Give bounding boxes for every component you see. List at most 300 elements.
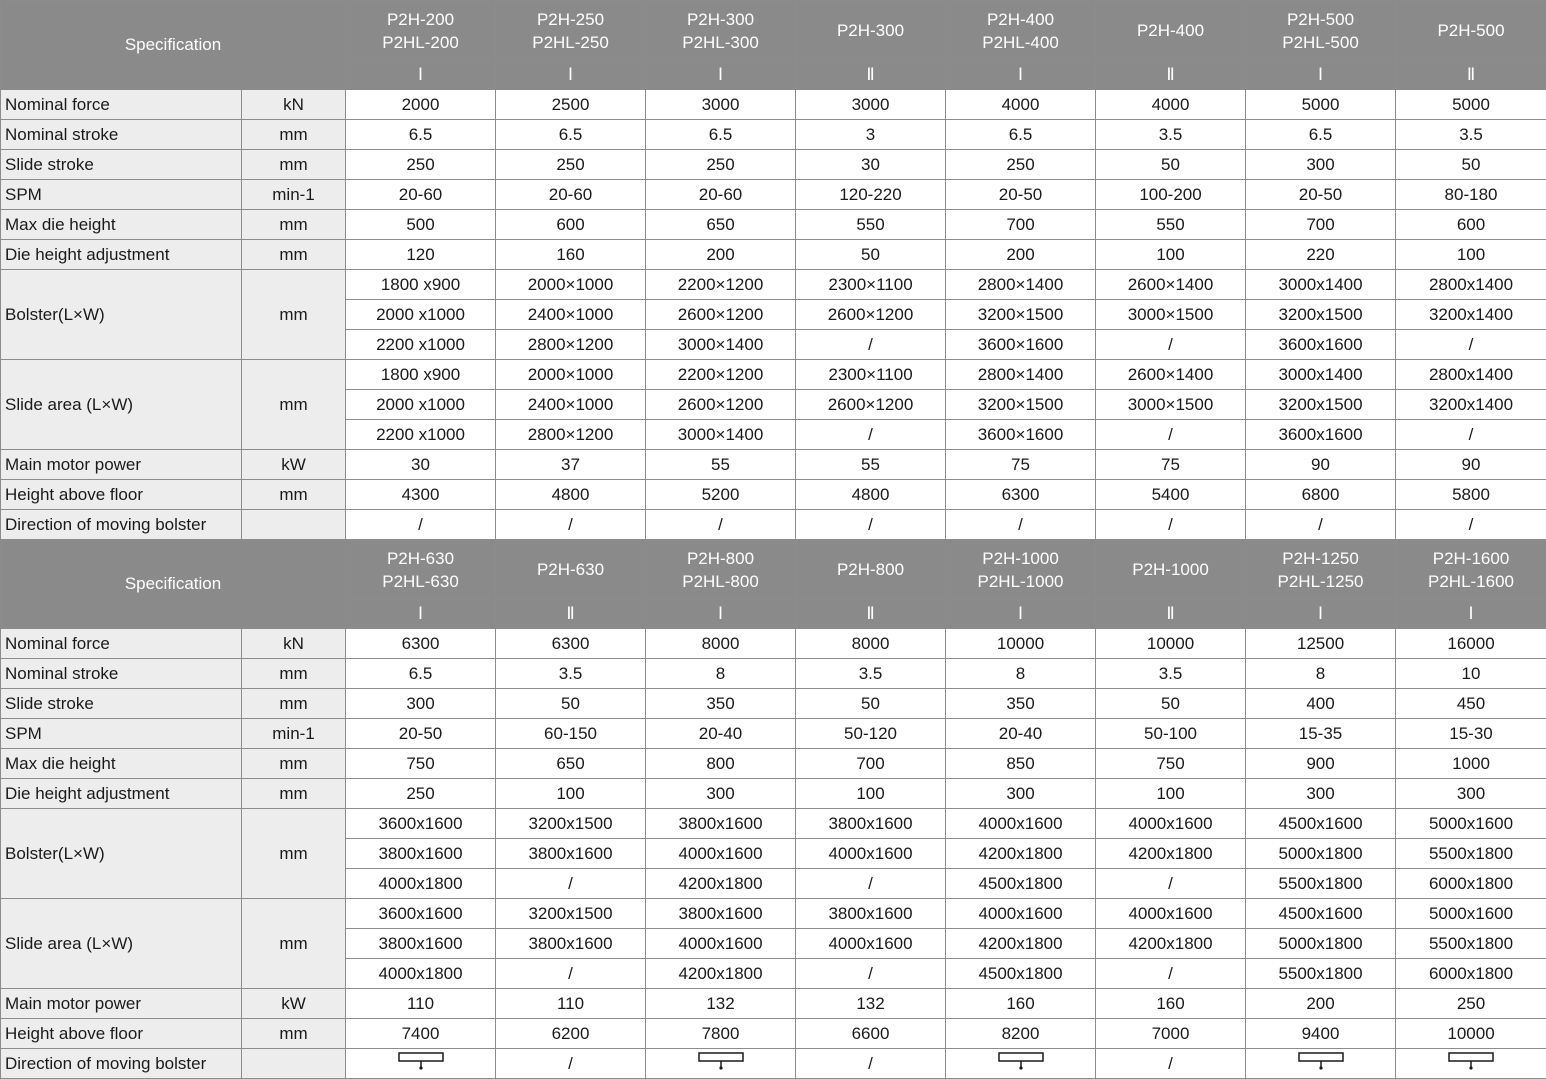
spec-value: 160	[496, 240, 646, 270]
spec-value: /	[796, 959, 946, 989]
spec-value: 2200 x1000	[346, 420, 496, 450]
spec-value: 90	[1246, 450, 1396, 480]
spec-value: /	[646, 510, 796, 540]
spec-value: 600	[1396, 210, 1546, 240]
spec-unit	[242, 1049, 346, 1079]
spec-value: 3.5	[1396, 120, 1546, 150]
spec-value: 60-150	[496, 719, 646, 749]
spec-value: 4800	[496, 480, 646, 510]
spec-value: 2600×1200	[796, 390, 946, 420]
spec-value: 2800×1200	[496, 420, 646, 450]
spec-value: 4000x1600	[1096, 809, 1246, 839]
spec-value: 600	[496, 210, 646, 240]
spec-value: 4000	[1096, 90, 1246, 120]
spec-value: 4200x1800	[646, 959, 796, 989]
bolster-direction-icon	[998, 1052, 1044, 1075]
model-name-line: P2HL-630	[382, 571, 459, 591]
spec-value: 220	[1246, 240, 1396, 270]
spec-value: 4000x1600	[1096, 899, 1246, 929]
spec-value: 5800	[1396, 480, 1546, 510]
spec-value: 1000	[1396, 749, 1546, 779]
spec-value: 20-60	[346, 180, 496, 210]
spec-value: 100	[1096, 779, 1246, 809]
spec-value: /	[1246, 510, 1396, 540]
spec-row	[1, 180, 1546, 210]
model-name-cell	[796, 540, 946, 600]
spec-value: 6.5	[1246, 120, 1396, 150]
bolster-direction-icon	[1448, 1052, 1494, 1075]
spec-value: 3600x1600	[346, 899, 496, 929]
model-type-cell: Ⅱ	[1096, 61, 1246, 90]
spec-unit: kN	[242, 90, 346, 120]
spec-row	[1, 809, 1546, 839]
spec-value: 5000	[1246, 90, 1396, 120]
model-name-line: P2HL-1000	[977, 571, 1064, 591]
spec-value: 8	[946, 659, 1096, 689]
spec-value: 200	[946, 240, 1096, 270]
spec-value: 100	[796, 779, 946, 809]
spec-value: 75	[946, 450, 1096, 480]
spec-value: 3.5	[796, 659, 946, 689]
spec-value: 3600x1600	[1246, 420, 1396, 450]
spec-row	[1, 989, 1546, 1019]
model-name-cell	[346, 540, 496, 600]
spec-value: 2000×1000	[496, 270, 646, 300]
spec-value: /	[1396, 330, 1546, 360]
model-name-cell	[1246, 540, 1396, 600]
model-type-cell: Ⅰ	[1396, 600, 1546, 629]
spec-value: 6.5	[646, 120, 796, 150]
spec-value: 900	[1246, 749, 1396, 779]
model-name-line: P2H-1000	[1132, 560, 1209, 579]
model-name-cell	[1396, 540, 1546, 600]
spec-value: 5400	[1096, 480, 1246, 510]
spec-value: 6300	[946, 480, 1096, 510]
spec-value: 50	[796, 240, 946, 270]
model-name-cell	[1396, 1, 1546, 61]
spec-value: 2600×1200	[646, 300, 796, 330]
spec-value: 550	[796, 210, 946, 240]
spec-value: 250	[496, 150, 646, 180]
spec-row	[1, 1019, 1546, 1049]
spec-label: Bolster(L×W)	[1, 809, 242, 899]
spec-value: /	[796, 869, 946, 899]
spec-value: 3200x1400	[1396, 390, 1546, 420]
spec-value: /	[1096, 330, 1246, 360]
spec-unit: kW	[242, 989, 346, 1019]
spec-value: 2800×1200	[496, 330, 646, 360]
spec-row	[1, 779, 1546, 809]
spec-row	[1, 90, 1546, 120]
header-row-models	[1, 540, 1546, 600]
spec-value: 4300	[346, 480, 496, 510]
model-name-line: P2H-630	[536, 560, 605, 579]
spec-label: Main motor power	[1, 989, 242, 1019]
spec-label: Main motor power	[1, 450, 242, 480]
spec-row	[1, 689, 1546, 719]
model-type-cell: Ⅰ	[646, 600, 796, 629]
spec-value: 15-35	[1246, 719, 1396, 749]
spec-value: 3800x1600	[346, 929, 496, 959]
spec-value: 6600	[796, 1019, 946, 1049]
spec-value: 200	[1246, 989, 1396, 1019]
spec-value: 20-50	[346, 719, 496, 749]
spec-unit: mm	[242, 749, 346, 779]
spec-unit: mm	[242, 1019, 346, 1049]
spec-value: 30	[346, 450, 496, 480]
spec-value: 6.5	[946, 120, 1096, 150]
spec-value: 3600×1600	[946, 330, 1096, 360]
model-type-cell: Ⅱ	[496, 600, 646, 629]
spec-label: Die height adjustment	[1, 240, 242, 270]
spec-value: 2000×1000	[496, 360, 646, 390]
spec-label: Die height adjustment	[1, 779, 242, 809]
spec-value: /	[946, 510, 1096, 540]
spec-value: 2800×1400	[946, 270, 1096, 300]
model-name-line: P2H-800	[836, 560, 905, 579]
spec-value: 750	[346, 749, 496, 779]
spec-value: 4000x1600	[946, 809, 1096, 839]
spec-value	[1396, 1049, 1546, 1079]
spec-value: 3600x1600	[1246, 330, 1396, 360]
spec-unit: mm	[242, 899, 346, 989]
spec-row	[1, 480, 1546, 510]
spec-value: 2200 x1000	[346, 330, 496, 360]
spec-label: Bolster(L×W)	[1, 270, 242, 360]
spec-value: 10000	[1096, 629, 1246, 659]
model-name-line: P2HL-500	[1282, 32, 1359, 52]
spec-value: 250	[1396, 989, 1546, 1019]
spec-unit: mm	[242, 809, 346, 899]
spec-unit: mm	[242, 270, 346, 360]
spec-value: 90	[1396, 450, 1546, 480]
spec-row	[1, 240, 1546, 270]
spec-label: Max die height	[1, 749, 242, 779]
spec-value: 6200	[496, 1019, 646, 1049]
spec-value: 200	[646, 240, 796, 270]
spec-label: Slide area (L×W)	[1, 360, 242, 450]
spec-value: 2800x1400	[1396, 360, 1546, 390]
spec-value: 110	[496, 989, 646, 1019]
spec-value: /	[796, 1049, 946, 1079]
spec-value: 20-60	[496, 180, 646, 210]
spec-value: 300	[946, 779, 1096, 809]
spec-value: 3800x1600	[496, 929, 646, 959]
spec-value: 5200	[646, 480, 796, 510]
spec-value: 3200×1500	[946, 300, 1096, 330]
spec-value: 6000x1800	[1396, 959, 1546, 989]
spec-value: 10000	[946, 629, 1096, 659]
model-type-cell: Ⅰ	[496, 61, 646, 90]
spec-value: 5000	[1396, 90, 1546, 120]
spec-value: 6.5	[496, 120, 646, 150]
spec-value: 50-100	[1096, 719, 1246, 749]
spec-value: 250	[346, 779, 496, 809]
spec-value: 50	[1396, 150, 1546, 180]
spec-value: 5500x1800	[1396, 839, 1546, 869]
spec-value: 3200x1500	[1246, 390, 1396, 420]
model-name-line: P2HL-300	[682, 32, 759, 52]
spec-label: Max die height	[1, 210, 242, 240]
spec-value: 3800x1600	[496, 839, 646, 869]
spec-label: Direction of moving bolster	[1, 1049, 242, 1079]
spec-value: 15-30	[1396, 719, 1546, 749]
spec-label: Nominal force	[1, 629, 242, 659]
spec-value: 3000x1400	[1246, 360, 1396, 390]
spec-value: 30	[796, 150, 946, 180]
model-type-cell: Ⅰ	[346, 600, 496, 629]
spec-label: SPM	[1, 180, 242, 210]
spec-value: 110	[346, 989, 496, 1019]
spec-value: 160	[1096, 989, 1246, 1019]
bolster-direction-icon	[398, 1052, 444, 1075]
spec-value: 250	[946, 150, 1096, 180]
spec-value: /	[1396, 420, 1546, 450]
model-name-cell	[646, 540, 796, 600]
header-row-models	[1, 1, 1546, 61]
spec-value: 3.5	[1096, 120, 1246, 150]
spec-label: Direction of moving bolster	[1, 510, 242, 540]
spec-value: 500	[346, 210, 496, 240]
spec-unit: mm	[242, 689, 346, 719]
spec-value: 100	[496, 779, 646, 809]
spec-value: 7800	[646, 1019, 796, 1049]
spec-value: 12500	[1246, 629, 1396, 659]
spec-value: 75	[1096, 450, 1246, 480]
spec-value: 3200x1400	[1396, 300, 1546, 330]
spec-value: 250	[346, 150, 496, 180]
spec-value: 5500x1800	[1396, 929, 1546, 959]
spec-value: 5000x1600	[1396, 899, 1546, 929]
model-name-line: P2H-500	[1286, 9, 1355, 29]
spec-value: /	[1096, 959, 1246, 989]
spec-value: 1800 x900	[346, 270, 496, 300]
spec-value: 100	[1096, 240, 1246, 270]
spec-value: /	[1096, 420, 1246, 450]
spec-value: 3200x1500	[496, 899, 646, 929]
spec-value: 132	[646, 989, 796, 1019]
spec-value: 650	[496, 749, 646, 779]
spec-value: 3.5	[1096, 659, 1246, 689]
spec-value: 55	[796, 450, 946, 480]
model-name-cell	[1096, 1, 1246, 61]
model-name-cell	[646, 1, 796, 61]
spec-value: 2600×1400	[1096, 360, 1246, 390]
spec-row	[1, 360, 1546, 390]
spec-value: /	[346, 510, 496, 540]
spec-value: 3800x1600	[646, 809, 796, 839]
spec-label: Nominal force	[1, 90, 242, 120]
model-name-line: P2HL-200	[382, 32, 459, 52]
spec-value: /	[1096, 869, 1246, 899]
model-type-cell: Ⅱ	[796, 600, 946, 629]
spec-value: 3200x1500	[1246, 300, 1396, 330]
model-name-line: P2H-300	[686, 9, 755, 29]
spec-row	[1, 1049, 1546, 1079]
spec-value: /	[496, 869, 646, 899]
spec-value: /	[1096, 1049, 1246, 1079]
spec-value: 550	[1096, 210, 1246, 240]
spec-value: 3.5	[496, 659, 646, 689]
model-name-cell	[346, 1, 496, 61]
model-type-cell: Ⅱ	[1096, 600, 1246, 629]
spec-value: 20-50	[1246, 180, 1396, 210]
spec-value: 4000x1800	[346, 959, 496, 989]
spec-value: 4500x1600	[1246, 809, 1396, 839]
model-name-line: P2H-1000	[982, 548, 1059, 568]
model-type-cell: Ⅰ	[1246, 61, 1396, 90]
model-name-line: P2H-400	[986, 9, 1055, 29]
spec-value: 2300×1100	[796, 360, 946, 390]
spec-value: 120	[346, 240, 496, 270]
spec-value: 8	[646, 659, 796, 689]
spec-value	[346, 1049, 496, 1079]
model-name-line: P2HL-1600	[1428, 571, 1515, 591]
spec-value: /	[1096, 510, 1246, 540]
model-name-cell	[1096, 540, 1246, 600]
spec-value: 2000 x1000	[346, 300, 496, 330]
spec-row	[1, 749, 1546, 779]
spec-value: 3000×1500	[1096, 300, 1246, 330]
spec-row	[1, 450, 1546, 480]
spec-unit: mm	[242, 480, 346, 510]
bolster-direction-icon	[698, 1052, 744, 1075]
spec-label: Slide area (L×W)	[1, 899, 242, 989]
spec-value: 80-180	[1396, 180, 1546, 210]
spec-value: 8000	[796, 629, 946, 659]
spec-value: 4000x1600	[796, 929, 946, 959]
spec-value: 4000x1800	[346, 869, 496, 899]
spec-value: 50	[1096, 150, 1246, 180]
spec-value: 4000	[946, 90, 1096, 120]
spec-unit: mm	[242, 779, 346, 809]
spec-value: 300	[646, 779, 796, 809]
spec-value: 3800x1600	[346, 839, 496, 869]
spec-value: 10	[1396, 659, 1546, 689]
model-name-cell	[946, 540, 1096, 600]
spec-row	[1, 719, 1546, 749]
spec-value: 4200x1800	[1096, 929, 1246, 959]
spec-value: 5500x1800	[1246, 959, 1396, 989]
spec-value: 5000x1600	[1396, 809, 1546, 839]
model-name-line: P2H-400	[1136, 21, 1205, 40]
model-name-line: P2HL-1250	[1277, 571, 1364, 591]
model-name-cell	[496, 540, 646, 600]
spec-value: 300	[346, 689, 496, 719]
spec-value: /	[496, 959, 646, 989]
spec-value: 50	[496, 689, 646, 719]
spec-value: /	[796, 330, 946, 360]
spec-value: 2000 x1000	[346, 390, 496, 420]
spec-row	[1, 510, 1546, 540]
spec-label: Nominal stroke	[1, 659, 242, 689]
spec-value: 2300×1100	[796, 270, 946, 300]
model-name-line: P2H-300	[836, 21, 905, 40]
model-name-line: P2H-200	[386, 9, 455, 29]
spec-value: 4800	[796, 480, 946, 510]
spec-value: /	[796, 510, 946, 540]
spec-value: 6000x1800	[1396, 869, 1546, 899]
spec-value: /	[496, 510, 646, 540]
spec-value: 50-120	[796, 719, 946, 749]
spec-value: 250	[646, 150, 796, 180]
spec-row	[1, 150, 1546, 180]
spec-value: 3000×1400	[646, 330, 796, 360]
spec-value: 2600×1200	[796, 300, 946, 330]
model-name-line: P2H-630	[386, 548, 455, 568]
spec-value: 400	[1246, 689, 1396, 719]
spec-row	[1, 120, 1546, 150]
spec-value: 8200	[946, 1019, 1096, 1049]
spec-unit: kW	[242, 450, 346, 480]
model-type-cell: Ⅱ	[796, 61, 946, 90]
spec-value: 6.5	[346, 659, 496, 689]
spec-value: 3	[796, 120, 946, 150]
spec-value: 3000	[796, 90, 946, 120]
spec-value: 800	[646, 749, 796, 779]
spec-unit: mm	[242, 240, 346, 270]
spec-header-cell: Specification	[1, 540, 346, 629]
spec-value: 4500x1800	[946, 869, 1096, 899]
spec-row	[1, 659, 1546, 689]
spec-value: 100-200	[1096, 180, 1246, 210]
spec-value: /	[796, 420, 946, 450]
spec-value: 3600×1600	[946, 420, 1096, 450]
spec-value: 4000x1600	[646, 929, 796, 959]
spec-value: 750	[1096, 749, 1246, 779]
spec-value: 3800x1600	[646, 899, 796, 929]
model-type-cell: Ⅰ	[946, 600, 1096, 629]
spec-value: 3000×1400	[646, 420, 796, 450]
spec-value: 50	[796, 689, 946, 719]
spec-value: 20-50	[946, 180, 1096, 210]
model-name-line: P2H-1600	[1432, 548, 1510, 568]
spec-label: SPM	[1, 719, 242, 749]
spec-value: 20-40	[646, 719, 796, 749]
spec-value: 1800 x900	[346, 360, 496, 390]
spec-value: 2500	[496, 90, 646, 120]
spec-unit: mm	[242, 120, 346, 150]
spec-value: 5000x1800	[1246, 929, 1396, 959]
spec-value: 160	[946, 989, 1096, 1019]
spec-value: 2400×1000	[496, 300, 646, 330]
spec-value: 8	[1246, 659, 1396, 689]
spec-value: 3000	[646, 90, 796, 120]
model-name-line: P2H-1250	[1282, 548, 1359, 568]
spec-value: 4000x1600	[796, 839, 946, 869]
spec-value	[1246, 1049, 1396, 1079]
model-name-cell	[796, 1, 946, 61]
spec-value: 3000×1500	[1096, 390, 1246, 420]
spec-value: 6800	[1246, 480, 1396, 510]
model-type-cell: Ⅰ	[1246, 600, 1396, 629]
spec-value: 850	[946, 749, 1096, 779]
spec-value: 2800x1400	[1396, 270, 1546, 300]
spec-value: 300	[1246, 779, 1396, 809]
spec-value: 5500x1800	[1246, 869, 1396, 899]
spec-value: 2400×1000	[496, 390, 646, 420]
spec-value: 5000x1800	[1246, 839, 1396, 869]
model-type-cell: Ⅰ	[346, 61, 496, 90]
spec-value: 4500x1600	[1246, 899, 1396, 929]
spec-row	[1, 629, 1546, 659]
spec-value: 4500x1800	[946, 959, 1096, 989]
spec-value: 132	[796, 989, 946, 1019]
model-type-cell: Ⅰ	[946, 61, 1096, 90]
spec-value: 650	[646, 210, 796, 240]
spec-value: 8000	[646, 629, 796, 659]
spec-label: Slide stroke	[1, 150, 242, 180]
